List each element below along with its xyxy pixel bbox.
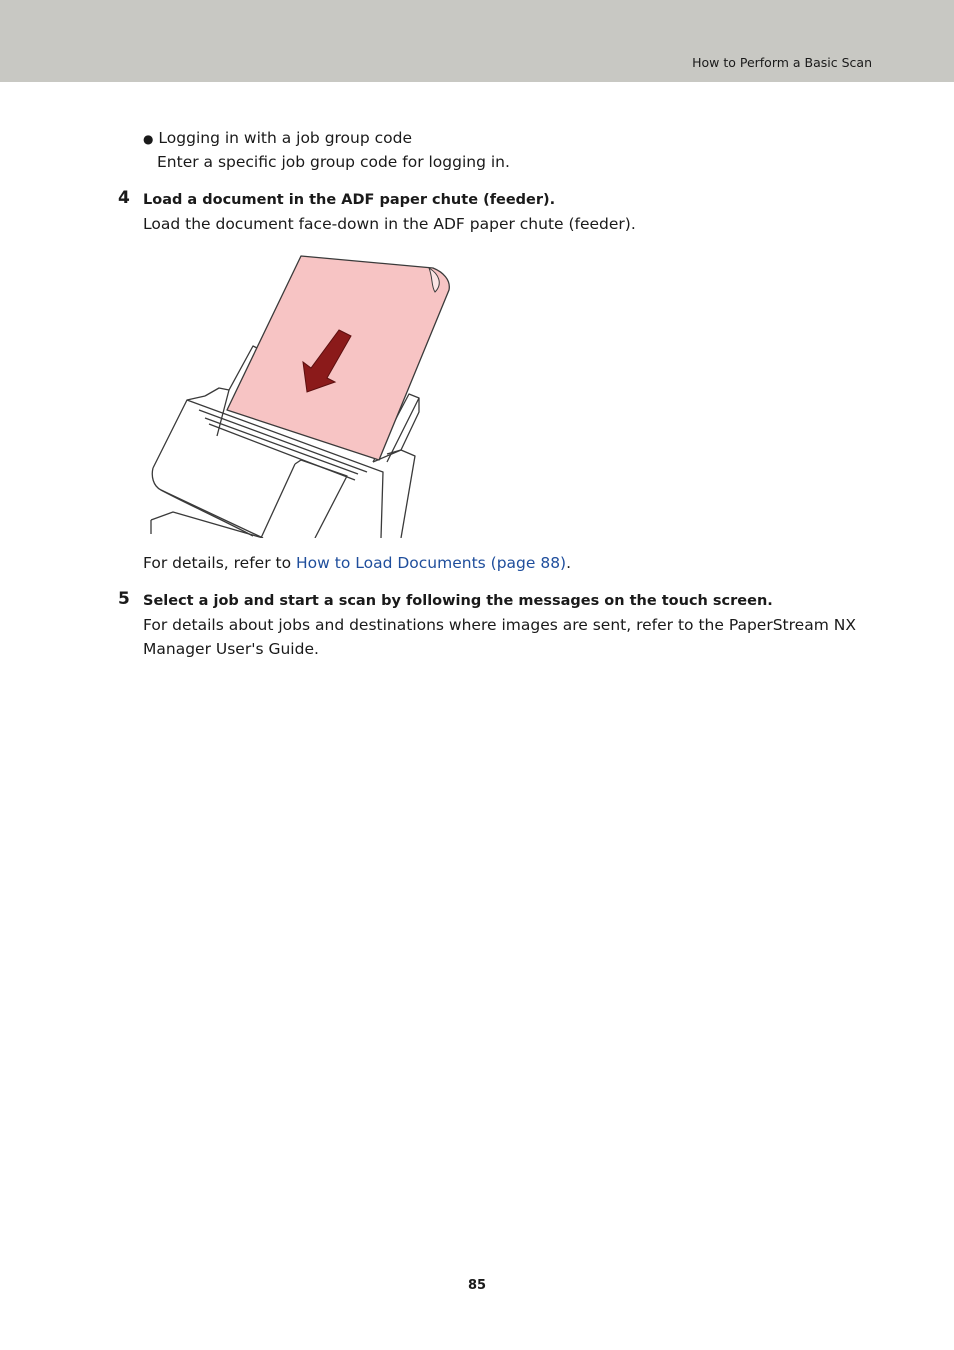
step-5-description-line-1: For details about jobs and destinations where images are sent, refer to the PaperStream NX bbox=[143, 616, 856, 634]
bullet-text: Logging in with a job group code bbox=[158, 129, 413, 147]
output-tray bbox=[151, 512, 263, 538]
bullet-description: Enter a specific job group code for logging in. bbox=[157, 153, 510, 171]
step-4-description: Load the document face-down in the ADF paper chute (feeder). bbox=[143, 215, 636, 233]
scanner-loading-illustration bbox=[143, 250, 463, 538]
header-section-title: How to Perform a Basic Scan bbox=[692, 55, 872, 70]
step-5-number: 5 bbox=[118, 589, 130, 609]
scanner-right-side bbox=[373, 450, 415, 538]
step-5-title: Select a job and start a scan by following the messages on the touch screen. bbox=[143, 593, 773, 609]
load-documents-link[interactable]: How to Load Documents (page 88) bbox=[296, 554, 567, 572]
step-4-number: 4 bbox=[118, 188, 130, 208]
scanner-body-top-left bbox=[153, 396, 205, 468]
step-5-description-line-2: Manager User's Guide. bbox=[143, 640, 319, 658]
step-4-details bbox=[143, 553, 571, 573]
touch-screen-panel bbox=[301, 460, 347, 538]
details-suffix: . bbox=[566, 554, 572, 572]
paper-guide-left bbox=[205, 388, 229, 436]
details-prefix: For details, refer to bbox=[143, 554, 296, 572]
step-4-title: Load a document in the ADF paper chute (feeder). bbox=[143, 192, 556, 208]
bullet-item bbox=[143, 128, 412, 149]
header-band bbox=[0, 0, 954, 82]
bullet-marker: ● bbox=[143, 132, 154, 146]
page-number: 85 bbox=[467, 1278, 487, 1293]
scanner-body-left-edge bbox=[152, 468, 263, 538]
